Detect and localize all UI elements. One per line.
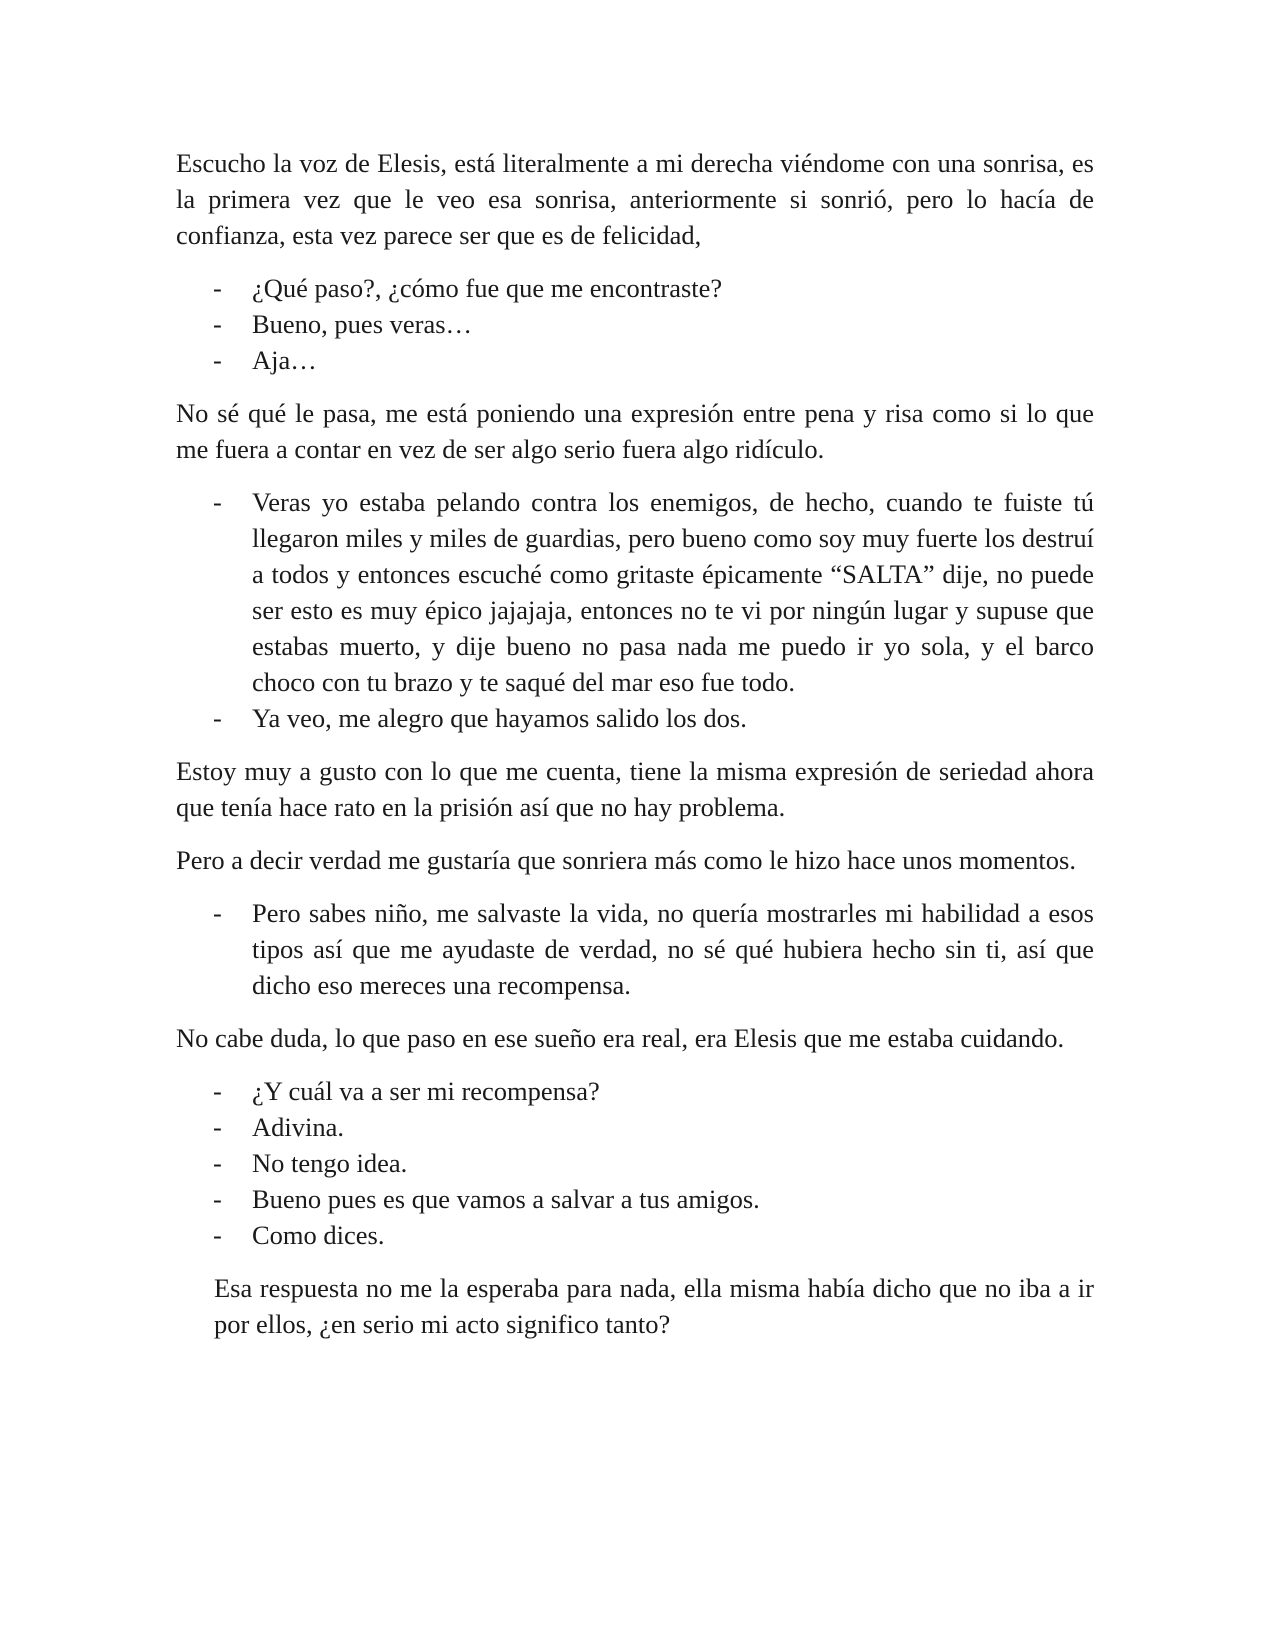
dialogue-dash: - <box>213 1220 222 1250</box>
dialogue-text: Pero sabes niño, me salvaste la vida, no quería mostrarles mi habilidad a esos tipos así que me ayudaste de verdad, no sé qué hubiera hecho sin ti, así que dicho eso mereces una recompensa. <box>252 898 1094 1000</box>
paragraph: Esa respuesta no me la esperaba para nada, ella misma había dicho que no iba a ir por ellos, ¿en serio mi acto significo tanto? <box>214 1273 1094 1339</box>
dialogue-list <box>176 270 1094 378</box>
dialogue-line <box>176 700 1094 736</box>
dialogue-line <box>176 270 1094 306</box>
paragraph: Pero a decir verdad me gustaría que sonriera más como le hizo hace unos momentos. <box>176 845 1076 875</box>
paragraph: Escucho la voz de Elesis, está literalmente a mi derecha viéndome con una sonrisa, es la primera vez que le veo esa sonrisa, anteriormente si sonrió, pero lo hacía de confianza, esta vez parece ser que es de felicidad, <box>176 148 1094 250</box>
paragraph: No sé qué le pasa, me está poniendo una expresión entre pena y risa como si lo que me fuera a contar en vez de ser algo serio fuera algo ridículo. <box>176 398 1094 464</box>
dialogue-dash: - <box>213 1184 222 1214</box>
paragraph: No cabe duda, lo que paso en ese sueño era real, era Elesis que me estaba cuidando. <box>176 1023 1065 1053</box>
dialogue-line <box>176 306 1094 342</box>
dialogue-line <box>176 1109 1094 1145</box>
dialogue-line <box>176 342 1094 378</box>
dialogue-text: Bueno, pues veras… <box>252 309 473 339</box>
dialogue-text: Aja… <box>252 345 317 375</box>
dialogue-dash: - <box>213 487 222 517</box>
dialogue-dash: - <box>213 309 222 339</box>
dialogue-list <box>176 895 1094 1003</box>
dialogue-line <box>176 484 1094 700</box>
dialogue-text: Adivina. <box>252 1112 344 1142</box>
dialogue-dash: - <box>213 898 222 928</box>
dialogue-dash: - <box>213 345 222 375</box>
dialogue-dash: - <box>213 273 222 303</box>
dialogue-line <box>176 1181 1094 1217</box>
dialogue-text: ¿Qué paso?, ¿cómo fue que me encontraste? <box>252 273 723 303</box>
dialogue-line <box>176 895 1094 1003</box>
dialogue-line <box>176 1217 1094 1253</box>
page-body <box>176 145 1094 1359</box>
dialogue-dash: - <box>213 1076 222 1106</box>
dialogue-text: Ya veo, me alegro que hayamos salido los dos. <box>252 703 747 733</box>
dialogue-line <box>176 1145 1094 1181</box>
dialogue-text: Bueno pues es que vamos a salvar a tus amigos. <box>252 1184 760 1214</box>
dialogue-dash: - <box>213 1112 222 1142</box>
dialogue-text: No tengo idea. <box>252 1148 408 1178</box>
dialogue-dash: - <box>213 1148 222 1178</box>
dialogue-list <box>176 484 1094 736</box>
dialogue-text: ¿Y cuál va a ser mi recompensa? <box>252 1076 600 1106</box>
dialogue-text: Como dices. <box>252 1220 385 1250</box>
paragraph: Estoy muy a gusto con lo que me cuenta, tiene la misma expresión de seriedad ahora que tenía hace rato en la prisión así que no hay problema. <box>176 756 1094 822</box>
dialogue-text: Veras yo estaba pelando contra los enemigos, de hecho, cuando te fuiste tú llegaron miles y miles de guardias, pero bueno como soy muy fuerte los destruí a todos y entonces escuché como gritaste épicamente “SALTA” dije, no puede ser esto es muy épico jajajaja, entonces no te vi por ningún lugar y supuse que estabas muerto, y dije bueno no pasa nada me puedo ir yo sola, y el barco choco con tu brazo y te saqué del mar eso fue todo. <box>252 487 1094 697</box>
dialogue-line <box>176 1073 1094 1109</box>
dialogue-dash: - <box>213 703 222 733</box>
dialogue-list <box>176 1073 1094 1253</box>
